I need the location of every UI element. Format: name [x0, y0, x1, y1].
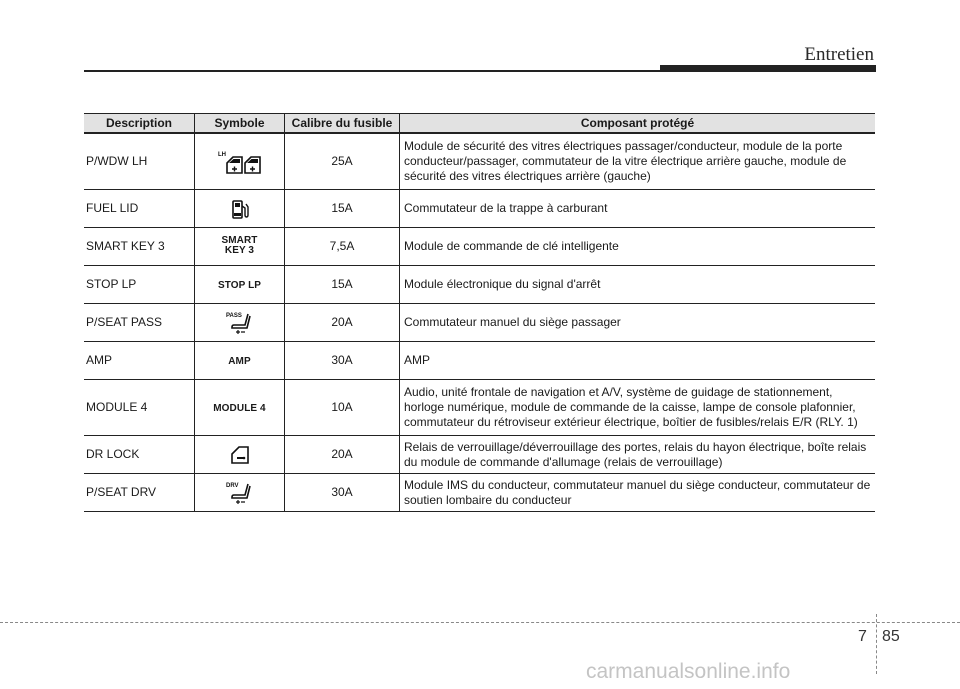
fuse-description: P/SEAT DRV [84, 474, 195, 512]
fuse-table [84, 113, 875, 512]
symbol-label: AMP [228, 356, 251, 367]
column-header-component: Composant protégé [400, 114, 876, 134]
fuse-component: Module de commande de clé intelligente [400, 228, 876, 266]
fuse-symbol [195, 304, 285, 342]
column-header-description: Description [84, 114, 195, 134]
fuse-description: SMART KEY 3 [84, 228, 195, 266]
fuse-description: P/WDW LH [84, 133, 195, 190]
fuse-component: Audio, unité frontale de navigation et A/V, système de guidage de stationnement, horloge numérique, module de commande de la caisse, lampe de console plafonnier, commutateur du rétroviseur extérieur électrique, boîtier de fusibles/relais E/R (RLY. 1) [400, 380, 876, 436]
fuse-rating: 30A [285, 474, 400, 512]
fuse-symbol [195, 380, 285, 436]
fuse-symbol [195, 190, 285, 228]
fuse-description: STOP LP [84, 266, 195, 304]
fuse-description: FUEL LID [84, 190, 195, 228]
footer-rule [0, 622, 960, 623]
fuse-symbol [195, 474, 285, 512]
column-header-rating: Calibre du fusible [285, 114, 400, 134]
watermark-text: carmanualsonline.info [586, 660, 791, 683]
footer-divider [876, 614, 877, 674]
fuse-rating: 25A [285, 133, 400, 190]
fuse-rating: 20A [285, 304, 400, 342]
fuse-description: AMP [84, 342, 195, 380]
page-header-title: Entretien [804, 44, 874, 65]
fuse-component: Relais de verrouillage/déverrouillage des portes, relais du hayon électrique, boîte relais du module de commande d'allumage (relais de verrouillage) [400, 436, 876, 474]
table-row [84, 436, 875, 474]
seat-drv-icon [222, 480, 258, 506]
fuel-pump-icon [230, 198, 250, 220]
header-rule [84, 70, 660, 72]
table-header-row [84, 114, 875, 134]
fuse-component: AMP [400, 342, 876, 380]
table-row [84, 133, 875, 190]
table-row [84, 342, 875, 380]
fuse-rating: 7,5A [285, 228, 400, 266]
seat-pass-icon [222, 310, 258, 336]
door-lock-icon [229, 444, 251, 466]
fuse-description: MODULE 4 [84, 380, 195, 436]
fuse-description: P/SEAT PASS [84, 304, 195, 342]
symbol-label: MODULE 4 [213, 403, 266, 414]
fuse-component: Module électronique du signal d'arrêt [400, 266, 876, 304]
fuse-symbol [195, 228, 285, 266]
fuse-rating: 15A [285, 266, 400, 304]
chapter-number: 7 [858, 628, 867, 645]
symbol-label: PASS [225, 312, 242, 319]
fuse-component: Commutateur manuel du siège passager [400, 304, 876, 342]
table-row [84, 190, 875, 228]
fuse-symbol [195, 342, 285, 380]
symbol-label: STOP LP [217, 280, 262, 291]
symbol-label: DRV [225, 482, 239, 489]
fuse-component: Commutateur de la trappe à carburant [400, 190, 876, 228]
fuse-description: DR LOCK [84, 436, 195, 474]
fuse-rating: 15A [285, 190, 400, 228]
fuse-symbol [195, 436, 285, 474]
fuse-component: Module de sécurité des vitres électriques passager/conducteur, module de la porte conducteur/passager, commutateur de la vitre électrique arrière gauche, module de sécurité des vitres électriques arrière (gauche) [400, 133, 876, 190]
header-rule-thick [660, 65, 876, 72]
fuse-symbol [195, 266, 285, 304]
table-row [84, 304, 875, 342]
fuse-rating: 20A [285, 436, 400, 474]
column-header-symbol: Symbole [195, 114, 285, 134]
fuse-rating: 10A [285, 380, 400, 436]
symbol-label: LH [217, 151, 226, 158]
fuse-component: Module IMS du conducteur, commutateur manuel du siège conducteur, commutateur de soutien lombaire du conducteur [400, 474, 876, 512]
page-number: 85 [882, 628, 900, 645]
window-lh-icon [217, 149, 263, 175]
table-row [84, 228, 875, 266]
table-row [84, 380, 875, 436]
fuse-symbol [195, 133, 285, 190]
table-row [84, 474, 875, 512]
fuse-rating: 30A [285, 342, 400, 380]
symbol-label: SMART KEY 3 [221, 235, 258, 256]
table-row [84, 266, 875, 304]
